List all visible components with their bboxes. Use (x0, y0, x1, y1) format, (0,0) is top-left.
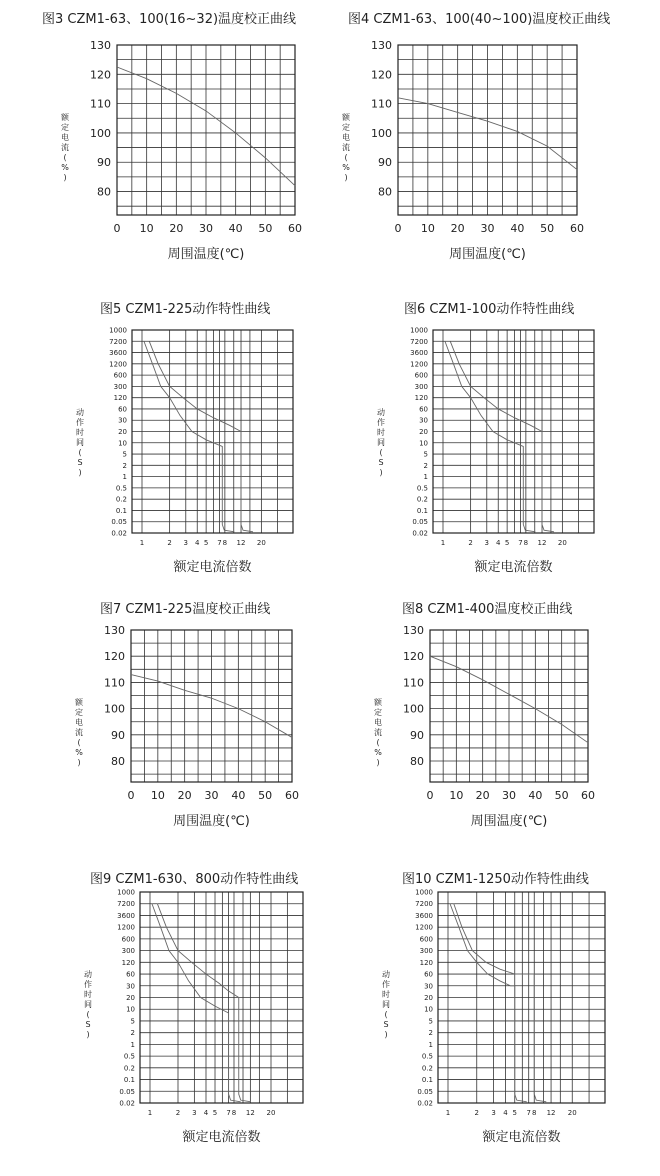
chart-panel-fig8 (330, 590, 660, 850)
y-axis-label (374, 697, 383, 767)
chart-title: 图3 CZM1-63、100(16~32)温度校正曲线 (42, 12, 297, 27)
x-tick-label: 20 (567, 1109, 577, 1117)
grid (438, 892, 605, 1103)
y-tick-label: 80 (378, 185, 392, 199)
y-tick-label: 120 (403, 650, 424, 664)
x-tick-label: 7 (226, 1109, 231, 1117)
y-tick-label: 110 (90, 97, 111, 111)
y-tick-label: 30 (118, 416, 127, 425)
y-axis-label-char: ) (63, 173, 67, 182)
y-tick-label: 1 (122, 473, 127, 482)
y-tick-label: 0.05 (417, 1087, 433, 1096)
y-axis-label-char: 间 (84, 1000, 92, 1009)
y-tick-label: 1000 (410, 326, 428, 335)
chart-svg (330, 590, 660, 870)
y-axis-label-char: ( (78, 448, 82, 457)
x-tick-label: 20 (177, 789, 192, 802)
x-tick-label: 0 (113, 222, 121, 235)
y-axis-label-char: 作 (84, 980, 92, 989)
grid (398, 45, 577, 215)
y-axis-label-char: ) (78, 468, 82, 477)
y-axis-label-char: ) (379, 468, 383, 477)
y-tick-label: 1000 (415, 888, 433, 897)
y-axis-label-char: ) (376, 758, 380, 767)
y-axis-label-char: 间 (377, 438, 385, 447)
y-axis-label (342, 112, 351, 182)
y-tick-label: 2 (130, 1029, 135, 1038)
y-tick-label: 10 (126, 1005, 135, 1014)
y-axis-label-char: 动 (377, 408, 385, 417)
x-tick-label: 0 (127, 789, 135, 802)
y-tick-label: 5 (423, 450, 428, 459)
x-tick-label: 1 (445, 1109, 451, 1117)
y-tick-label: 3600 (109, 349, 127, 358)
y-axis-label-char: ( (379, 448, 383, 457)
y-tick-label: 80 (111, 755, 125, 769)
x-tick-label: 40 (228, 222, 243, 235)
grid (140, 892, 303, 1103)
y-tick-label: 5 (428, 1017, 433, 1026)
x-axis-label: 额定电流倍数 (182, 1130, 261, 1145)
chart-title: 图8 CZM1-400温度校正曲线 (402, 602, 573, 617)
x-tick-label: 1 (139, 539, 145, 547)
x-tick-label: 8 (231, 1109, 237, 1117)
y-axis-label-char: % (342, 163, 350, 172)
y-tick-label: 90 (111, 728, 125, 742)
y-tick-label: 120 (371, 68, 392, 82)
y-axis-label-char: 时 (382, 990, 390, 999)
y-tick-label: 110 (371, 97, 392, 111)
y-tick-label: 120 (90, 68, 111, 82)
y-tick-label: 130 (104, 624, 125, 637)
y-tick-label: 0.5 (115, 484, 127, 493)
y-tick-label: 7200 (415, 900, 433, 909)
y-axis-label-char: 额 (61, 113, 69, 122)
x-tick-label: 5 (212, 1109, 218, 1117)
x-tick-label: 10 (150, 789, 165, 802)
y-tick-label: 120 (121, 958, 135, 967)
y-tick-label: 600 (419, 935, 433, 944)
y-tick-label: 130 (371, 39, 392, 52)
y-axis-label (377, 407, 385, 477)
chart-panel-fig9 (0, 860, 330, 1160)
x-tick-label: 3 (484, 539, 490, 547)
y-tick-label: 0.02 (111, 529, 127, 538)
y-axis-label-char: 定 (374, 708, 382, 717)
grid (131, 630, 292, 782)
y-tick-label: 60 (424, 970, 433, 979)
y-tick-label: 0.1 (421, 1076, 433, 1085)
x-tick-label: 2 (167, 539, 172, 547)
y-tick-label: 20 (419, 428, 428, 436)
y-tick-label: 120 (113, 394, 127, 403)
y-tick-label: 110 (104, 676, 125, 690)
y-axis-label-char: % (75, 748, 83, 757)
y-tick-label: 30 (126, 982, 135, 991)
y-axis-label-char: 时 (377, 428, 385, 437)
x-axis-label: 周围温度(℃) (167, 247, 245, 262)
y-axis-label-char: 流 (61, 143, 69, 152)
y-tick-label: 300 (113, 382, 127, 391)
x-tick-label: 12 (236, 539, 246, 547)
x-tick-label: 3 (192, 1109, 197, 1117)
y-axis-label-char: 电 (61, 133, 69, 142)
x-tick-label: 40 (510, 222, 525, 235)
y-tick-label: 10 (424, 1005, 433, 1014)
y-tick-label: 30 (424, 982, 433, 991)
y-tick-label: 0.1 (123, 1076, 135, 1085)
y-tick-label: 80 (410, 755, 424, 769)
y-tick-label: 0.2 (123, 1064, 135, 1073)
y-tick-label: 600 (121, 935, 135, 944)
y-tick-label: 20 (126, 994, 135, 1002)
y-axis-label-char: 额 (75, 698, 83, 707)
x-tick-label: 20 (450, 222, 465, 235)
chart-title: 图7 CZM1-225温度校正曲线 (100, 602, 271, 617)
x-tick-label: 5 (504, 539, 510, 547)
series-line-lower (450, 904, 527, 1102)
y-tick-label: 300 (419, 947, 433, 956)
x-tick-label: 30 (199, 222, 213, 235)
y-tick-label: 20 (118, 428, 127, 436)
x-tick-label: 3 (491, 1109, 496, 1117)
y-axis-label-char: 定 (342, 123, 350, 132)
y-axis-label-char: S (378, 458, 384, 467)
x-tick-label: 12 (546, 1109, 556, 1117)
x-tick-label: 2 (474, 1109, 479, 1117)
x-tick-label: 20 (266, 1109, 276, 1117)
y-tick-label: 1 (130, 1040, 135, 1049)
x-tick-label: 2 (175, 1109, 181, 1117)
x-tick-label: 10 (139, 222, 154, 235)
x-tick-label: 8 (532, 1109, 537, 1117)
y-axis-label-char: 额 (342, 113, 350, 122)
x-tick-label: 8 (523, 539, 529, 547)
x-tick-label: 0 (426, 789, 434, 802)
x-tick-label: 3 (183, 539, 189, 547)
y-tick-label: 1 (428, 1040, 433, 1049)
y-tick-label: 1200 (109, 360, 127, 369)
y-axis-label-char: % (374, 748, 382, 757)
y-tick-label: 0.5 (123, 1052, 135, 1061)
y-tick-label: 0.2 (421, 1064, 433, 1073)
y-tick-label: 0.1 (115, 506, 127, 515)
y-tick-label: 300 (121, 947, 135, 956)
x-tick-label: 30 (480, 222, 495, 235)
y-tick-label: 0.2 (416, 495, 428, 504)
y-axis-label-char: ( (384, 1010, 388, 1019)
y-tick-label: 0.5 (421, 1052, 433, 1061)
x-axis-label: 周围温度(℃) (470, 814, 548, 829)
y-axis-label-char: 电 (374, 718, 382, 727)
y-axis-label (76, 407, 84, 477)
y-axis-label-char: S (77, 458, 83, 467)
y-axis-label-char: 时 (76, 428, 84, 437)
series-line-lower (144, 341, 234, 532)
x-tick-label: 20 (256, 539, 266, 547)
chart-panel-fig10 (330, 860, 660, 1160)
y-tick-label: 20 (424, 994, 433, 1002)
y-tick-label: 1200 (410, 360, 428, 369)
grid (132, 330, 293, 533)
y-tick-label: 110 (403, 676, 424, 690)
x-tick-label: 7 (526, 1109, 531, 1117)
grid (430, 630, 588, 782)
y-tick-label: 90 (410, 728, 424, 742)
x-tick-label: 10 (420, 222, 435, 235)
x-tick-label: 4 (203, 1109, 209, 1117)
y-tick-label: 10 (419, 439, 428, 448)
y-axis-label-char: ( (376, 738, 380, 747)
x-axis-label: 周围温度(℃) (449, 247, 526, 262)
y-axis-label-char: 作 (377, 418, 385, 427)
series-line-lower (152, 904, 241, 1102)
y-tick-label: 80 (97, 185, 111, 199)
y-tick-label: 5 (130, 1017, 135, 1026)
y-axis-label (75, 697, 84, 767)
x-tick-label: 12 (537, 539, 547, 547)
y-axis-label-char: 额 (374, 698, 382, 707)
x-tick-label: 1 (147, 1109, 153, 1117)
y-tick-label: 10 (118, 439, 127, 448)
y-tick-label: 2 (122, 461, 127, 470)
y-tick-label: 7200 (117, 900, 135, 909)
y-tick-label: 120 (104, 650, 125, 664)
series-line-lower (445, 341, 535, 532)
y-axis-label-char: 定 (75, 708, 83, 717)
x-tick-label: 20 (475, 789, 490, 802)
y-axis-label-char: 流 (374, 728, 382, 737)
y-axis-label-char: 定 (61, 123, 69, 132)
y-tick-label: 1000 (117, 888, 135, 897)
y-axis-label-char: ( (344, 153, 348, 162)
y-tick-label: 0.1 (416, 506, 428, 515)
y-tick-label: 0.02 (119, 1099, 135, 1108)
x-tick-label: 4 (496, 539, 501, 547)
x-tick-label: 50 (540, 222, 555, 235)
y-axis-label-char: ) (86, 1030, 90, 1039)
chart-panel-fig4 (330, 0, 660, 280)
y-tick-label: 1000 (109, 326, 127, 335)
y-axis-label-char: ) (344, 173, 348, 182)
y-axis-label-char: 动 (76, 408, 84, 417)
y-tick-label: 0.05 (111, 518, 127, 527)
y-tick-label: 120 (419, 958, 433, 967)
y-tick-label: 100 (371, 126, 392, 140)
y-tick-label: 3600 (410, 349, 428, 358)
y-tick-label: 100 (403, 702, 424, 716)
y-axis-label-char: 流 (75, 728, 83, 737)
x-axis-label: 额定电流倍数 (482, 1130, 561, 1145)
y-tick-label: 100 (104, 702, 125, 716)
y-axis-label-char: ) (384, 1030, 388, 1039)
x-tick-label: 7 (518, 539, 523, 547)
y-tick-label: 30 (419, 416, 428, 425)
y-tick-label: 2 (428, 1029, 433, 1038)
grid (433, 330, 594, 533)
x-tick-label: 40 (528, 789, 543, 802)
x-tick-label: 40 (231, 789, 246, 802)
chart-svg (0, 290, 330, 590)
y-axis-label-char: S (383, 1020, 389, 1029)
x-axis-label: 额定电流倍数 (474, 560, 553, 575)
x-tick-label: 20 (557, 539, 567, 547)
y-tick-label: 0.05 (412, 518, 428, 527)
y-axis-label-char: 流 (342, 143, 350, 152)
y-tick-label: 0.05 (119, 1087, 135, 1096)
y-axis-label-char: % (61, 163, 69, 172)
chart-svg (0, 590, 330, 870)
y-tick-label: 1200 (415, 923, 433, 932)
chart-svg (330, 290, 660, 590)
y-axis-label-char: 间 (76, 438, 84, 447)
y-tick-label: 3600 (117, 911, 135, 920)
y-axis-label-char: ( (63, 153, 67, 162)
chart-panel-fig5 (0, 290, 330, 580)
y-axis-label-char: S (85, 1020, 91, 1029)
chart-title: 图6 CZM1-100动作特性曲线 (404, 302, 575, 317)
y-axis-label-char: ) (77, 758, 81, 767)
y-tick-label: 600 (414, 371, 428, 380)
y-tick-label: 90 (97, 156, 111, 170)
y-tick-label: 7200 (410, 337, 428, 346)
y-tick-label: 600 (113, 371, 127, 380)
y-tick-label: 0.02 (412, 529, 428, 538)
x-tick-label: 12 (245, 1109, 255, 1117)
y-axis-label-char: 间 (382, 1000, 390, 1009)
chart-svg (330, 0, 660, 280)
y-tick-label: 100 (90, 126, 111, 140)
y-tick-label: 130 (403, 624, 424, 637)
chart-title: 图9 CZM1-630、800动作特性曲线 (90, 872, 299, 887)
x-tick-label: 60 (570, 222, 584, 235)
y-tick-label: 300 (414, 382, 428, 391)
x-tick-label: 60 (288, 222, 302, 235)
x-tick-label: 30 (204, 789, 219, 802)
y-axis-label (382, 969, 390, 1039)
grid (117, 45, 295, 215)
y-tick-label: 2 (423, 461, 428, 470)
x-tick-label: 60 (581, 789, 595, 802)
y-tick-label: 120 (414, 394, 428, 403)
y-tick-label: 0.2 (115, 495, 127, 504)
y-tick-label: 90 (378, 156, 392, 170)
y-axis-label-char: 作 (76, 418, 84, 427)
x-tick-label: 30 (502, 789, 516, 802)
chart-panel-fig7 (0, 590, 330, 850)
x-tick-label: 0 (394, 222, 402, 235)
y-axis-label-char: 时 (84, 990, 92, 999)
x-tick-label: 2 (468, 539, 473, 547)
x-tick-label: 10 (449, 789, 464, 802)
y-tick-label: 5 (122, 450, 127, 459)
x-axis-label: 额定电流倍数 (173, 560, 252, 575)
chart-svg (0, 0, 330, 280)
x-axis-label: 周围温度(℃) (173, 814, 250, 829)
y-tick-label: 3600 (415, 911, 433, 920)
x-tick-label: 7 (217, 539, 222, 547)
x-tick-label: 50 (258, 789, 273, 802)
y-axis-label-char: 作 (382, 980, 390, 989)
y-tick-label: 7200 (109, 337, 127, 346)
y-axis-label-char: 电 (342, 133, 350, 142)
x-tick-label: 4 (503, 1109, 508, 1117)
chart-svg (330, 860, 660, 1160)
x-tick-label: 20 (169, 222, 184, 235)
y-tick-label: 60 (118, 405, 127, 414)
y-tick-label: 0.02 (417, 1099, 433, 1108)
x-tick-label: 1 (440, 539, 446, 547)
y-axis-label-char: 动 (84, 970, 92, 979)
y-axis-label-char: 电 (75, 718, 83, 727)
y-tick-label: 60 (419, 405, 428, 414)
x-tick-label: 5 (512, 1109, 517, 1117)
y-axis-label-char: ( (86, 1010, 90, 1019)
y-tick-label: 1200 (117, 923, 135, 932)
y-tick-label: 0.5 (416, 484, 428, 493)
x-tick-label: 50 (554, 789, 569, 802)
y-axis-label-char: 动 (382, 970, 390, 979)
chart-title: 图4 CZM1-63、100(40~100)温度校正曲线 (348, 12, 611, 27)
series-line-upper (454, 904, 546, 1102)
y-tick-label: 130 (90, 39, 111, 52)
chart-panel-fig3 (0, 0, 330, 280)
y-tick-label: 60 (126, 970, 135, 979)
chart-title: 图10 CZM1-1250动作特性曲线 (402, 872, 589, 887)
y-axis-label (84, 969, 92, 1039)
chart-panel-fig6 (330, 290, 660, 580)
chart-title: 图5 CZM1-225动作特性曲线 (100, 302, 271, 317)
x-tick-label: 5 (203, 539, 209, 547)
x-tick-label: 4 (195, 539, 200, 547)
x-tick-label: 50 (258, 222, 273, 235)
series-line-upper (157, 904, 250, 1102)
y-tick-label: 1 (423, 473, 428, 482)
x-tick-label: 8 (222, 539, 228, 547)
y-axis-label (61, 112, 70, 182)
x-tick-label: 60 (285, 789, 299, 802)
chart-svg (0, 860, 330, 1160)
y-axis-label-char: ( (77, 738, 81, 747)
